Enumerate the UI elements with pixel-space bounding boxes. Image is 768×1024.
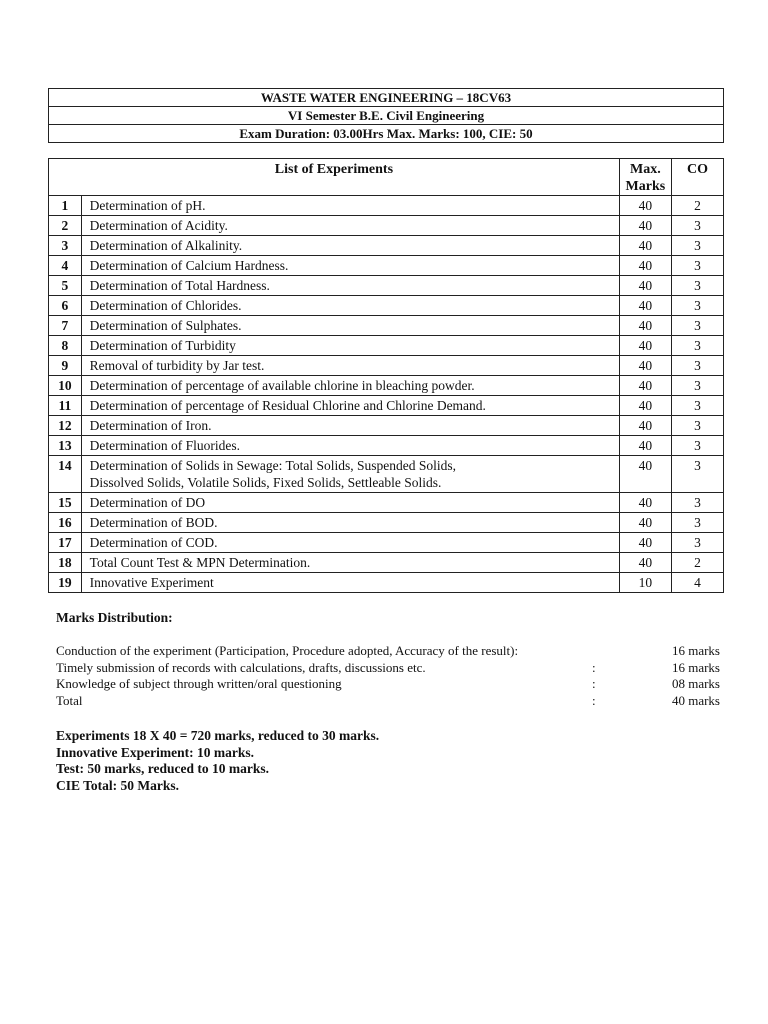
experiment-max-marks: 40 [619,276,671,296]
table-row [49,533,724,553]
experiment-name: Determination of Alkalinity. [81,236,619,256]
table-row [49,336,724,356]
table-row [49,573,724,593]
table-header-row [49,159,724,196]
table-row [49,356,724,376]
experiment-name: Determination of Iron. [81,416,619,436]
experiment-number: 4 [49,256,82,276]
table-row [49,456,724,493]
table-row [49,276,724,296]
distribution-colon: : [592,676,596,691]
semester-info: VI Semester B.E. Civil Engineering [49,107,724,125]
list-item [56,643,726,660]
marks-distribution [56,610,726,709]
experiment-name: Total Count Test & MPN Determination. [81,553,619,573]
max-marks-header [619,159,671,196]
table-row [49,236,724,256]
experiment-name: Determination of Chlorides. [81,296,619,316]
distribution-colon: : [592,659,596,675]
experiment-number: 11 [49,396,82,416]
table-row [49,553,724,573]
experiment-name: Determination of BOD. [81,513,619,533]
experiment-co: 3 [671,216,723,236]
experiment-co: 3 [671,276,723,296]
summary-test: Test: 50 marks, reduced to 10 marks. [56,761,269,776]
distribution-value: 16 marks [671,643,720,658]
experiment-max-marks: 40 [619,256,671,276]
experiment-number: 3 [49,236,82,256]
experiment-number: 5 [49,276,82,296]
experiment-co: 3 [671,236,723,256]
experiment-co: 3 [671,493,723,513]
experiment-name: Removal of turbidity by Jar test. [81,356,619,376]
table-row [49,436,724,456]
experiment-max-marks: 40 [619,316,671,336]
table-row [49,216,724,236]
experiment-max-marks: 40 [619,336,671,356]
experiment-name: Determination of Calcium Hardness. [81,256,619,276]
table-row [49,513,724,533]
experiment-name: Determination of Turbidity [81,336,619,356]
experiment-number: 9 [49,356,82,376]
experiment-number: 12 [49,416,82,436]
experiment-name: Innovative Experiment [81,573,619,593]
experiment-max-marks: 40 [619,236,671,256]
summary-cie-total: CIE Total: 50 Marks. [56,777,180,793]
experiment-co: 2 [671,553,723,573]
experiment-name: Determination of Sulphates. [81,316,619,336]
experiments-body [49,196,724,593]
experiment-max-marks: 40 [619,216,671,236]
distribution-label: Total [56,692,83,708]
summary-innovative: Innovative Experiment: 10 marks. [56,744,254,760]
experiment-max-marks: 40 [619,376,671,396]
experiment-co: 3 [671,533,723,553]
experiment-co: 2 [671,196,723,216]
table-row [49,396,724,416]
experiment-max-marks: 10 [619,573,671,593]
distribution-label: Conduction of the experiment (Participation, Procedure adopted, Accuracy of the result): [56,643,519,658]
experiment-max-marks: 40 [619,416,671,436]
experiment-co: 3 [671,296,723,316]
experiment-number: 18 [49,553,82,573]
experiment-name: Determination of DO [81,493,619,513]
experiment-co: 3 [671,336,723,356]
max-marks-header-line2: Marks [625,179,666,194]
experiment-number: 10 [49,376,82,396]
distribution-label: Knowledge of subject through written/oral questioning [56,676,342,691]
table-row [49,296,724,316]
table-row [49,316,724,336]
experiment-co: 3 [671,356,723,376]
experiment-name: Determination of COD. [81,533,619,553]
summary-experiments: Experiments 18 X 40 = 720 marks, reduced to 30 marks. [56,728,380,743]
experiment-co: 3 [671,376,723,396]
experiment-number: 2 [49,216,82,236]
experiment-number: 8 [49,336,82,356]
experiment-number: 19 [49,573,82,593]
experiment-number: 17 [49,533,82,553]
marks-distribution-heading: Marks Distribution: [56,610,173,625]
experiment-co: 3 [671,456,723,493]
experiment-max-marks: 40 [619,553,671,573]
experiment-max-marks: 40 [619,493,671,513]
experiment-name: Determination of percentage of Residual Chlorine and Chlorine Demand. [81,396,619,416]
experiment-co: 3 [671,436,723,456]
experiment-number: 6 [49,296,82,316]
experiment-number: 15 [49,493,82,513]
experiment-max-marks: 40 [619,533,671,553]
experiment-name: Determination of Fluorides. [81,436,619,456]
experiment-name: Determination of Total Hardness. [81,276,619,296]
list-item [56,676,726,693]
experiment-max-marks: 40 [619,396,671,416]
experiment-max-marks: 40 [619,296,671,316]
list-item [56,660,726,677]
experiment-number: 16 [49,513,82,533]
list-header: List of Experiments [49,159,620,196]
table-row [49,416,724,436]
distribution-colon: : [592,692,596,708]
experiment-co: 3 [671,416,723,436]
experiment-co: 3 [671,513,723,533]
experiment-name [81,456,619,493]
experiment-name-line: Dissolved Solids, Volatile Solids, Fixed Solids, Settleable Solids. [89,475,442,490]
marks-distribution-list [56,643,726,709]
table-row [49,256,724,276]
experiment-max-marks: 40 [619,196,671,216]
experiment-name-line: Determination of Solids in Sewage: Total Solids, Suspended Solids, [89,458,456,473]
summary-block [56,728,379,794]
experiment-number: 14 [49,456,82,493]
course-title: WASTE WATER ENGINEERING – 18CV63 [49,89,724,107]
list-item [56,693,726,710]
experiment-name: Determination of Acidity. [81,216,619,236]
experiment-name: Determination of pH. [81,196,619,216]
experiment-max-marks: 40 [619,436,671,456]
experiment-number: 7 [49,316,82,336]
experiment-name: Determination of percentage of available chlorine in bleaching powder. [81,376,619,396]
table-row [49,196,724,216]
experiment-max-marks: 40 [619,456,671,493]
table-row [49,493,724,513]
experiment-number: 13 [49,436,82,456]
co-header: CO [671,159,723,196]
experiment-co: 3 [671,396,723,416]
exam-info: Exam Duration: 03.00Hrs Max. Marks: 100, CIE: 50 [49,125,724,143]
distribution-value: 40 marks [671,692,720,708]
experiments-table [48,158,724,593]
course-header-table [48,88,724,143]
experiment-number: 1 [49,196,82,216]
max-marks-header-line1: Max. [630,162,661,177]
experiment-max-marks: 40 [619,513,671,533]
experiment-co: 3 [671,256,723,276]
distribution-value: 08 marks [671,676,720,691]
experiment-max-marks: 40 [619,356,671,376]
experiment-co: 4 [671,573,723,593]
distribution-value: 16 marks [671,659,720,675]
experiment-co: 3 [671,316,723,336]
table-row [49,376,724,396]
distribution-label: Timely submission of records with calculations, drafts, discussions etc. [56,659,426,675]
